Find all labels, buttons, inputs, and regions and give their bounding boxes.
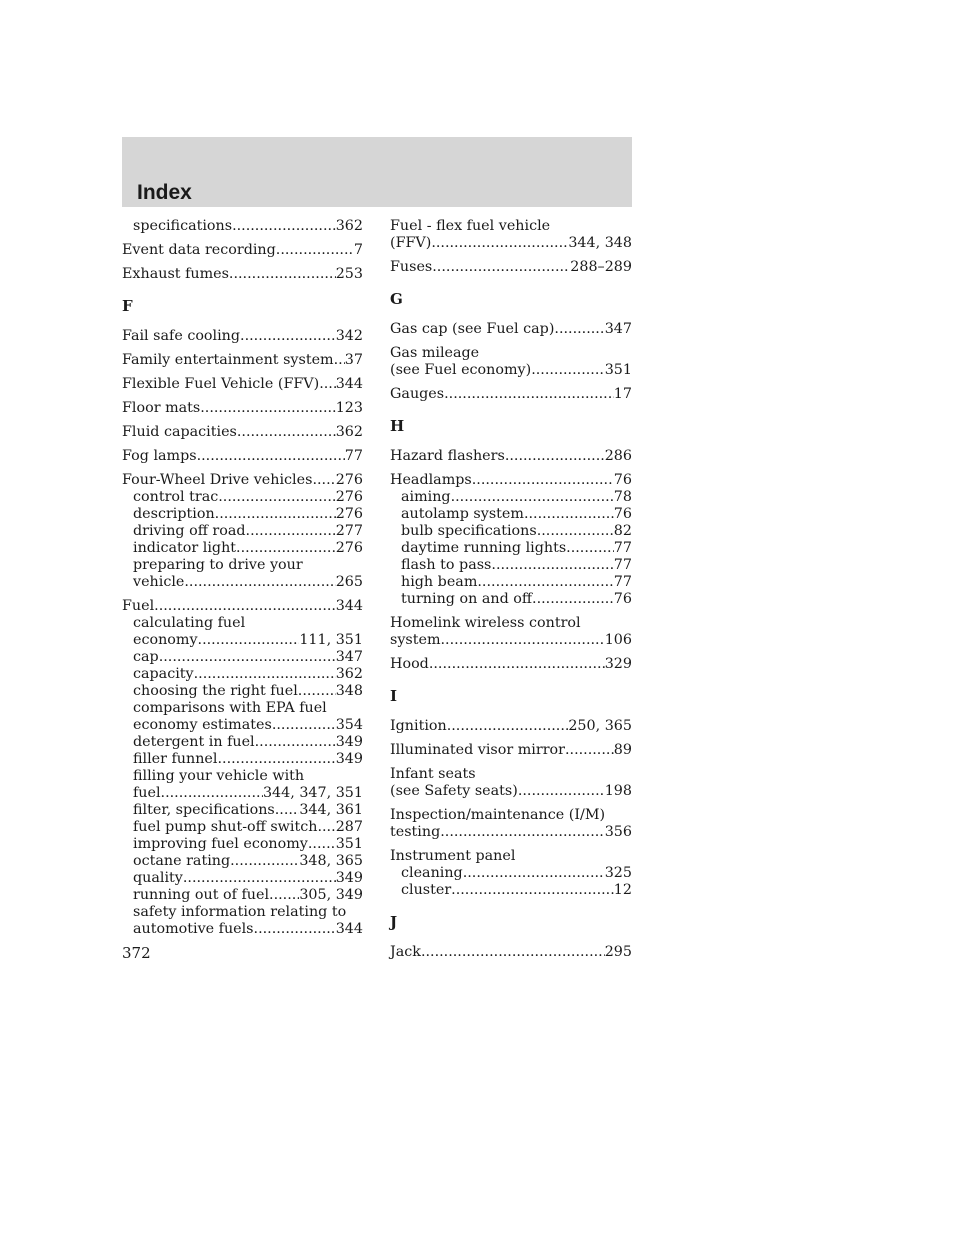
index-page-ref: 106 [604,632,632,648]
index-entry-line [122,400,363,417]
section-letter: H [390,417,405,435]
index-page-ref: 362 [335,666,363,682]
index-page-ref: 76 [613,506,632,522]
leader-dots [276,242,354,259]
leader-dots [275,802,300,819]
leader-dots [159,649,336,666]
index-page-ref: 76 [613,472,632,488]
index-term-line: Homelink wireless control [390,615,581,631]
index-entry-line [122,242,363,259]
index-page-ref: 344, 361 [299,802,363,818]
index-page-ref: 349 [335,734,363,750]
index-page-ref: 276 [335,489,363,505]
index-term: testing [390,824,441,840]
leader-dots [229,266,336,283]
index-header-bar [122,137,632,207]
index-entry [390,386,632,403]
leader-dots [505,448,605,465]
index-term: Fluid capacities [122,424,237,440]
index-entry-line [122,376,363,393]
index-entry-line [390,718,632,735]
index-entry-line [133,649,363,666]
index-subentry [122,557,363,591]
index-page-ref: 288–289 [570,259,632,275]
index-entry-heading: Instrument panel [390,848,516,864]
index-entry-line [390,386,632,403]
index-term: automotive fuels [133,921,254,937]
leader-dots [197,448,345,465]
index-page-ref: 344, 348 [568,235,632,251]
index-page-ref: 77 [344,448,363,464]
index-entry-line [122,266,363,283]
index-term: bulb specifications [401,523,537,539]
index-entry [122,352,363,369]
leader-dots [319,376,336,393]
leader-dots [441,632,605,649]
leader-dots [334,352,345,369]
index-entry-line [390,448,632,465]
index-subentry [122,887,363,904]
leader-dots [200,400,335,417]
index-subentry [122,904,363,938]
index-term-line: comparisons with EPA fuel [133,700,327,716]
index-page-ref: 277 [335,523,363,539]
index-page-ref: 354 [335,717,363,733]
index-subentry [122,836,363,853]
index-term: (FFV) [390,235,432,251]
index-page-ref: 198 [604,783,632,799]
index-entry-line [133,683,363,700]
index-term: filter, specifications [133,802,275,818]
index-entry-line [133,853,363,870]
index-subentry [390,557,632,574]
index-term: improving fuel economy [133,836,308,852]
index-page-ref: 250, 365 [568,718,632,734]
index-term: Jack [390,944,421,960]
index-term: Event data recording [122,242,276,258]
index-term: vehicle [133,574,185,590]
index-term: cluster [401,882,452,898]
index-entry [390,807,632,841]
index-subentry [390,865,632,882]
leader-dots [218,489,335,506]
index-entry-line [133,574,363,591]
leader-dots [215,506,336,523]
index-entry [122,328,363,345]
index-entry [390,656,632,673]
index-page-ref: 347 [335,649,363,665]
index-entry [390,218,632,252]
leader-dots [237,424,336,441]
index-page-ref: 329 [604,656,632,672]
index-entry [122,598,363,615]
index-term: system [390,632,441,648]
index-entry-line [133,540,363,557]
leader-dots [317,819,335,836]
leader-dots [421,944,605,961]
leader-dots [198,632,300,649]
index-term: Family entertainment system [122,352,334,368]
index-entry [390,944,632,961]
index-subentry [390,540,632,557]
index-entry-line [133,921,363,938]
index-subentry [122,819,363,836]
section-letter: G [390,290,403,308]
leader-dots [472,472,614,489]
index-page-ref: 351 [604,362,632,378]
index-term: Illuminated visor mirror [390,742,565,758]
index-page-ref: 362 [335,424,363,440]
index-entry-line [133,785,363,802]
leader-dots [246,523,336,540]
index-subentry [122,802,363,819]
index-page-ref: 348 [335,683,363,699]
index-term: Floor mats [122,400,201,416]
leader-dots [491,557,613,574]
index-term: Fuses [390,259,433,275]
index-term: control trac [133,489,219,505]
index-entry-line [122,448,363,465]
index-term: Gauges [390,386,445,402]
index-entry-line [390,783,632,800]
index-term: detergent in fuel [133,734,255,750]
leader-dots [431,235,568,252]
index-page-ref: 349 [335,870,363,886]
leader-dots [463,865,605,882]
index-entry-line [390,742,632,759]
index-entry-line [401,489,632,506]
index-subentry [122,666,363,683]
index-term: quality [133,870,183,886]
index-term: (see Fuel economy) [390,362,532,378]
index-subentry [122,700,363,734]
index-subentry [390,506,632,523]
index-term-line: safety information relating to [133,904,347,920]
index-entry-line [401,557,632,574]
index-entry-line [401,523,632,540]
leader-dots [312,472,335,489]
index-page-ref: 12 [613,882,632,898]
index-subentry [122,734,363,751]
leader-dots [554,321,604,338]
index-entry-line [390,321,632,338]
leader-dots [477,574,613,591]
index-entry-line [122,424,363,441]
index-entry-line [122,598,363,615]
index-term: Hazard flashers [390,448,505,464]
index-subentry [390,523,632,540]
index-page-ref: 77 [613,574,632,590]
index-page-ref: 253 [335,266,363,282]
index-entry-line [390,235,632,252]
index-term-line: Inspection/maintenance (I/M) [390,807,606,823]
index-subentry [122,768,363,802]
index-page-ref: 295 [604,944,632,960]
index-entry [390,345,632,379]
section-letter: F [122,297,133,315]
leader-dots [308,836,336,853]
page-number: 372 [122,944,151,962]
index-entry-line [133,802,363,819]
index-entry-line [122,328,363,345]
index-term: economy estimates [133,717,272,733]
index-subentry [122,540,363,557]
index-subentry [390,882,632,899]
index-term: Hood [390,656,429,672]
index-page-ref: 78 [613,489,632,505]
index-entry-line [390,824,632,841]
leader-dots [440,824,604,841]
index-entry-line [401,882,632,899]
index-subentry [390,591,632,608]
index-subentry [122,870,363,887]
index-subentry [390,489,632,506]
index-entry-line [133,717,363,734]
index-term: Headlamps [390,472,472,488]
index-page-ref: 356 [604,824,632,840]
index-term: cleaning [401,865,463,881]
index-column-left [122,218,363,938]
leader-dots [566,540,614,557]
index-page-ref: 111, 351 [299,632,363,648]
index-entry [390,448,632,465]
leader-dots [565,742,614,759]
index-page-ref: 344 [335,921,363,937]
leader-dots [272,717,336,734]
index-entry [390,742,632,759]
index-term: autolamp system [401,506,524,522]
index-entry-line [133,632,363,649]
index-term: capacity [133,666,194,682]
index-entry [122,376,363,393]
index-entry-line [133,666,363,683]
index-entry [122,266,363,283]
index-term: economy [133,632,198,648]
index-entry-line [401,591,632,608]
index-entry-line [133,734,363,751]
section-letter: J [390,913,398,931]
index-entry [122,400,363,417]
index-page-ref: 76 [613,591,632,607]
index-entry [390,615,632,649]
index-entry [122,448,363,465]
index-page-ref: 77 [613,557,632,573]
leader-dots [236,540,336,557]
index-term: description [133,506,215,522]
index-entry [122,472,363,489]
index-term: running out of fuel [133,887,270,903]
index-page-ref: 123 [335,400,363,416]
index-term: flash to pass [401,557,492,573]
index-page-ref: 286 [604,448,632,464]
index-page-ref: 287 [335,819,363,835]
index-page-ref: 276 [335,540,363,556]
leader-dots [518,783,605,800]
index-term: Four-Wheel Drive vehicles [122,472,313,488]
index-term: filler funnel [133,751,218,767]
index-term: choosing the right fuel [133,683,298,699]
leader-dots [154,598,336,615]
leader-dots [230,853,299,870]
index-entry-line [133,523,363,540]
index-term: Fuel [122,598,155,614]
index-term: specifications [133,218,233,234]
index-entry-line [122,472,363,489]
index-page-ref: 362 [335,218,363,234]
index-term: indicator light [133,540,237,556]
index-column-right [390,218,632,961]
index-page-ref: 348, 365 [299,853,363,869]
index-page-ref: 77 [613,540,632,556]
index-term: daytime running lights [401,540,567,556]
index-entry [390,718,632,735]
page-title: Index [137,181,192,204]
index-subentry [122,218,363,235]
index-entry-line [133,506,363,523]
leader-dots [524,506,614,523]
leader-dots [161,785,263,802]
index-page-ref: 82 [613,523,632,539]
leader-dots [429,656,605,673]
index-term: Fog lamps [122,448,197,464]
index-entry-line [133,218,363,235]
leader-dots [254,921,336,938]
index-entry [390,259,632,276]
index-term: high beam [401,574,478,590]
index-subentry [122,615,363,649]
index-subentry [122,523,363,540]
leader-dots [451,489,614,506]
index-term: Ignition [390,718,447,734]
index-subentry [390,574,632,591]
leader-dots [298,683,336,700]
index-term: fuel pump shut-off switch [133,819,318,835]
index-entry-line [133,887,363,904]
index-page-ref: 325 [604,865,632,881]
index-term-line: filling your vehicle with [133,768,305,784]
index-page-ref: 344 [335,376,363,392]
index-subentry [122,751,363,768]
leader-dots [194,666,336,683]
leader-dots [240,328,336,345]
index-page-ref: 342 [335,328,363,344]
index-page-ref: 344, 347, 351 [262,785,363,801]
index-term: cap [133,649,159,665]
index-term: (see Safety seats) [390,783,518,799]
index-term: octane rating [133,853,231,869]
leader-dots [537,523,614,540]
index-term: Fail safe cooling [122,328,241,344]
index-entry-line [401,574,632,591]
index-entry-line [390,362,632,379]
index-entry [122,424,363,441]
leader-dots [184,574,335,591]
index-entry-line [401,540,632,557]
index-entry-line [133,836,363,853]
leader-dots [531,362,605,379]
index-entry [390,766,632,800]
index-term-line: preparing to drive your [133,557,303,573]
section-letter: I [390,687,398,705]
index-entry-line [401,865,632,882]
index-entry-line [133,819,363,836]
index-subentry [122,649,363,666]
index-entry-line [401,506,632,523]
index-page-ref: 37 [344,352,363,368]
index-entry-line [390,259,632,276]
index-page-ref: 89 [613,742,632,758]
index-page-ref: 265 [335,574,363,590]
index-entry-line [390,632,632,649]
index-page-ref: 344 [335,598,363,614]
index-term-line: Fuel - flex fuel vehicle [390,218,551,234]
index-term-line: calculating fuel [133,615,246,631]
index-term: Gas cap (see Fuel cap) [390,321,555,337]
index-term: fuel [133,785,161,801]
index-term: driving off road [133,523,246,539]
index-entry-line [122,352,363,369]
index-subentry [122,506,363,523]
index-page-ref: 305, 349 [299,887,363,903]
leader-dots [269,887,299,904]
leader-dots [232,218,336,235]
index-entry [390,321,632,338]
index-entry-line [133,870,363,887]
index-page-ref: 347 [604,321,632,337]
index-page-ref: 276 [335,472,363,488]
leader-dots [444,386,614,403]
leader-dots [451,882,614,899]
index-page-ref: 349 [335,751,363,767]
leader-dots [432,259,570,276]
index-page-ref: 276 [335,506,363,522]
index-subentry [122,683,363,700]
index-term: aiming [401,489,451,505]
index-term-line: Infant seats [390,766,476,782]
index-page-ref: 351 [335,836,363,852]
index-entry-line [133,751,363,768]
leader-dots [217,751,335,768]
index-term: Exhaust fumes [122,266,229,282]
index-entry-line [390,472,632,489]
index-page-ref: 17 [613,386,632,402]
leader-dots [532,591,614,608]
leader-dots [447,718,569,735]
index-entry [122,242,363,259]
index-term: turning on and off [401,591,533,607]
index-entry-line [390,656,632,673]
index-term-line: Gas mileage [390,345,480,361]
index-entry [390,472,632,489]
index-term: Flexible Fuel Vehicle (FFV) [122,376,320,392]
index-subentry [122,489,363,506]
leader-dots [183,870,336,887]
leader-dots [255,734,336,751]
index-entry-line [390,944,632,961]
index-subentry [122,853,363,870]
index-entry-line [133,489,363,506]
index-page-ref: 7 [353,242,363,258]
